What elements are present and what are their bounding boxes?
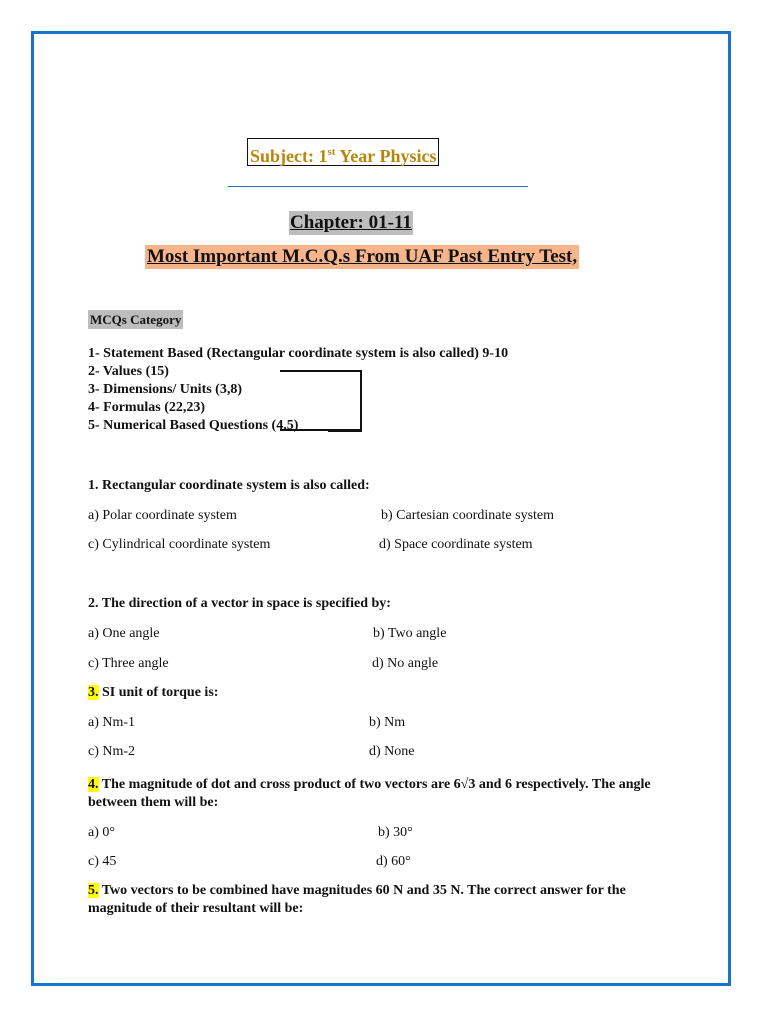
option-c: c) 45: [88, 854, 117, 869]
bracket-connector: [280, 370, 362, 431]
subject-title: Subject: 1st Year Physics: [247, 138, 439, 166]
option-a: a) Nm-1: [88, 715, 136, 730]
list-item: 4- Formulas (22,23): [88, 400, 206, 415]
question-2: [88, 595, 678, 613]
option-a: a) One angle: [88, 626, 160, 641]
question-text: The magnitude of dot and cross product of two vectors are 6√3 and 6 respectively. The angle between them will be:: [88, 777, 651, 810]
question-text: SI unit of torque is:: [98, 685, 219, 700]
category-title: MCQs Category: [90, 312, 182, 327]
question-number: 2.: [88, 596, 99, 611]
option-a: a) Polar coordinate system: [88, 508, 237, 523]
question-text: Rectangular coordinate system is also called:: [98, 478, 370, 493]
option-b: b) Cartesian coordinate system: [381, 508, 555, 523]
option-d: d) None: [369, 744, 415, 759]
question-1: [88, 477, 678, 495]
option-b: b) Nm: [369, 715, 406, 730]
question-number: 5.: [88, 883, 99, 898]
question-number: 1.: [88, 478, 99, 493]
divider-line: [228, 186, 528, 187]
option-c: c) Three angle: [88, 656, 169, 671]
list-item: 1- Statement Based (Rectangular coordinate system is also called) 9-10: [88, 346, 509, 361]
headline: Most Important M.C.Q.s From UAF Past Entry Test,: [147, 246, 578, 267]
option-d: d) Space coordinate system: [379, 537, 533, 552]
bracket-connector-stub: [328, 430, 362, 432]
question-text: Two vectors to be combined have magnitudes 60 N and 35 N. The correct answer for the magnitude of their resultant will be:: [88, 883, 626, 916]
option-d: d) No angle: [372, 656, 439, 671]
question-number: 4.: [88, 777, 99, 792]
question-4: [88, 776, 678, 812]
question-number: 3.: [88, 685, 99, 700]
list-item: 5- Numerical Based Questions (4,5): [88, 418, 299, 433]
question-3: [88, 684, 678, 702]
chapter-title: Chapter: 01-11: [290, 212, 412, 233]
question-text: The direction of a vector in space is specified by:: [98, 596, 391, 611]
option-c: c) Cylindrical coordinate system: [88, 537, 271, 552]
question-5: [88, 882, 678, 918]
option-b: b) 30°: [378, 825, 413, 840]
option-d: d) 60°: [376, 854, 411, 869]
option-c: c) Nm-2: [88, 744, 136, 759]
list-item: 3- Dimensions/ Units (3,8): [88, 382, 243, 397]
option-b: b) Two angle: [373, 626, 447, 641]
option-a: a) 0°: [88, 825, 115, 840]
list-item: 2- Values (15): [88, 364, 169, 379]
